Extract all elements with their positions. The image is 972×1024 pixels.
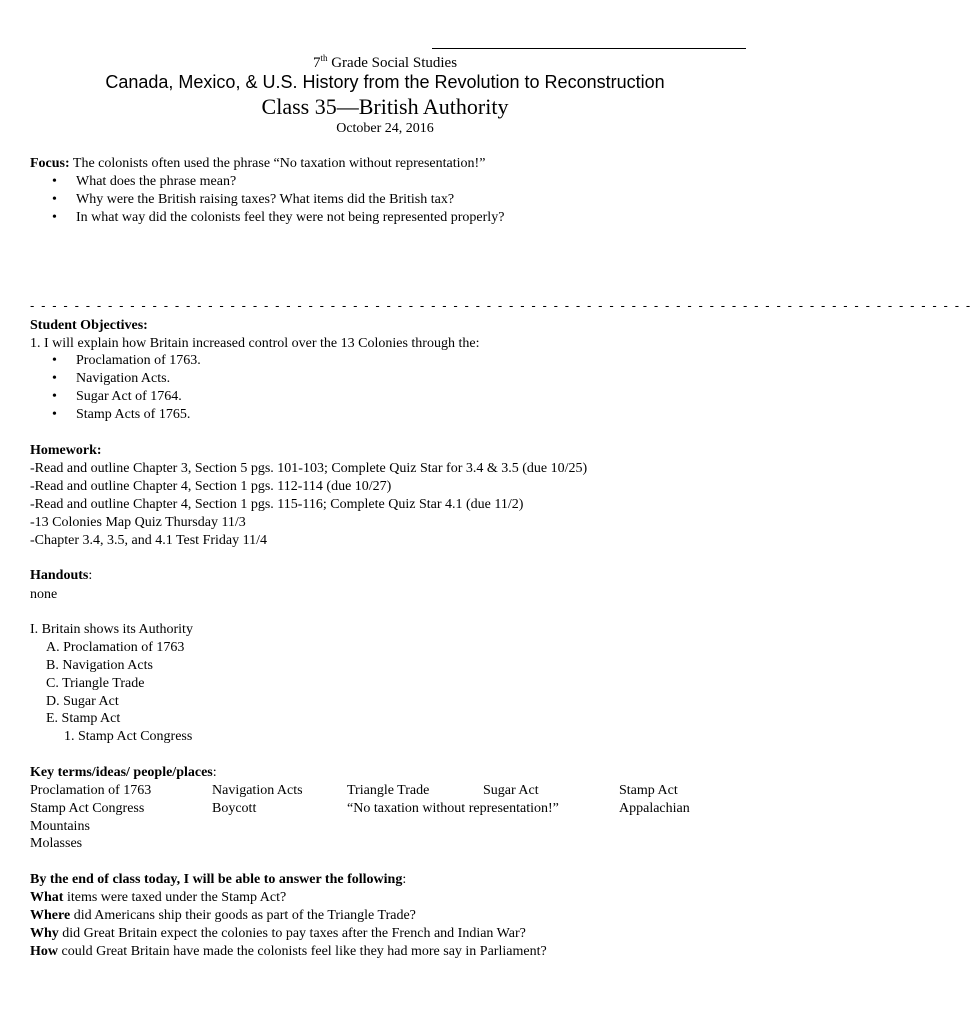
focus-line xyxy=(30,155,485,173)
objectives-heading: Student Objectives: xyxy=(30,318,148,333)
key-term: Stamp Act Congress xyxy=(30,801,145,816)
focus-bullet: Why were the British raising taxes? What items did the British tax? xyxy=(76,192,455,207)
homework-heading: Homework: xyxy=(30,443,102,458)
objectives-text: 1. I will explain how Britain increased control over the 13 Colonies through the: xyxy=(30,336,480,351)
focus-text: The colonists often used the phrase “No taxation without representation!” xyxy=(69,156,486,171)
outline-main: I. Britain shows its Authority xyxy=(30,622,193,637)
outline-item: A. Proclamation of 1763 xyxy=(46,640,185,655)
key-term: Molasses xyxy=(30,836,83,851)
bullet-icon: • xyxy=(52,371,57,386)
bullet-icon: • xyxy=(52,389,57,404)
focus-label: Focus: xyxy=(30,156,70,171)
homework-item: -13 Colonies Map Quiz Thursday 11/3 xyxy=(30,515,246,530)
key-term: Proclamation of 1763 xyxy=(30,783,152,798)
focus-bullet: What does the phrase mean? xyxy=(76,174,237,189)
key-term: Mountains xyxy=(30,819,90,834)
question-item: Where did Americans ship their goods as part of the Triangle Trade? xyxy=(30,908,416,923)
homework-item: -Read and outline Chapter 4, Section 1 pgs. 112-114 (due 10/27) xyxy=(30,479,392,494)
key-term: Appalachian xyxy=(619,801,690,816)
question-item: Why did Great Britain expect the colonies to pay taxes after the French and Indian War? xyxy=(30,926,526,941)
key-term: Sugar Act xyxy=(483,783,539,798)
handouts-heading: Handouts: xyxy=(30,568,93,583)
outline-subitem: 1. Stamp Act Congress xyxy=(64,729,193,744)
outline-item: B. Navigation Acts xyxy=(46,658,153,673)
name-blank-line xyxy=(432,38,746,49)
outline-item: C. Triangle Trade xyxy=(46,676,145,691)
key-terms-heading: Key terms/ideas/ people/places: xyxy=(30,765,217,780)
question-item: What items were taxed under the Stamp Act? xyxy=(30,890,287,905)
course-title: Canada, Mexico, & U.S. History from the Revolution to Reconstruction xyxy=(105,72,665,92)
question-item: How could Great Britain have made the colonists feel like they had more say in Parliament? xyxy=(30,944,547,959)
bullet-icon: • xyxy=(52,353,57,368)
grade-label: 7th Grade Social Studies xyxy=(312,53,458,71)
class-title: Class 35—British Authority xyxy=(261,94,509,119)
focus-bullet: In what way did the colonists feel they were not being represented properly? xyxy=(76,210,505,225)
bullet-icon: • xyxy=(52,210,57,225)
key-term: Navigation Acts xyxy=(212,783,303,798)
homework-item: -Chapter 3.4, 3.5, and 4.1 Test Friday 11/4 xyxy=(30,533,267,548)
key-term: Boycott xyxy=(212,801,257,816)
outline-item: E. Stamp Act xyxy=(46,711,121,726)
questions-heading: By the end of class today, I will be able to answer the following: xyxy=(30,872,407,887)
homework-item: -Read and outline Chapter 4, Section 1 pgs. 115-116; Complete Quiz Star 4.1 (due 11/2) xyxy=(30,497,524,512)
outline-item: D. Sugar Act xyxy=(46,694,119,709)
homework-item: -Read and outline Chapter 3, Section 5 pgs. 101-103; Complete Quiz Star for 3.4 & 3.5 (due 10/25) xyxy=(30,461,588,476)
bullet-icon: • xyxy=(52,192,57,207)
class-date: October 24, 2016 xyxy=(336,121,434,136)
objective-bullet: Sugar Act of 1764. xyxy=(76,389,182,404)
key-term: “No taxation without representation!” xyxy=(347,801,559,816)
objective-bullet: Stamp Acts of 1765. xyxy=(76,407,191,422)
objective-bullet: Proclamation of 1763. xyxy=(76,353,201,368)
handouts-value: none xyxy=(30,587,58,602)
bullet-icon: • xyxy=(52,407,57,422)
dashed-divider: - - - - - - - - - - - - - - - - - - - - - - - - - - - - - - - - - - - - - - - - - - - - - - - - - - - - - - - - - - - - - - - - - - - - - - - - - - - - - - - - - - - - - xyxy=(30,298,972,313)
key-term: Triangle Trade xyxy=(347,783,430,798)
bullet-icon: • xyxy=(52,174,57,189)
key-term: Stamp Act xyxy=(619,783,678,798)
objective-bullet: Navigation Acts. xyxy=(76,371,171,386)
